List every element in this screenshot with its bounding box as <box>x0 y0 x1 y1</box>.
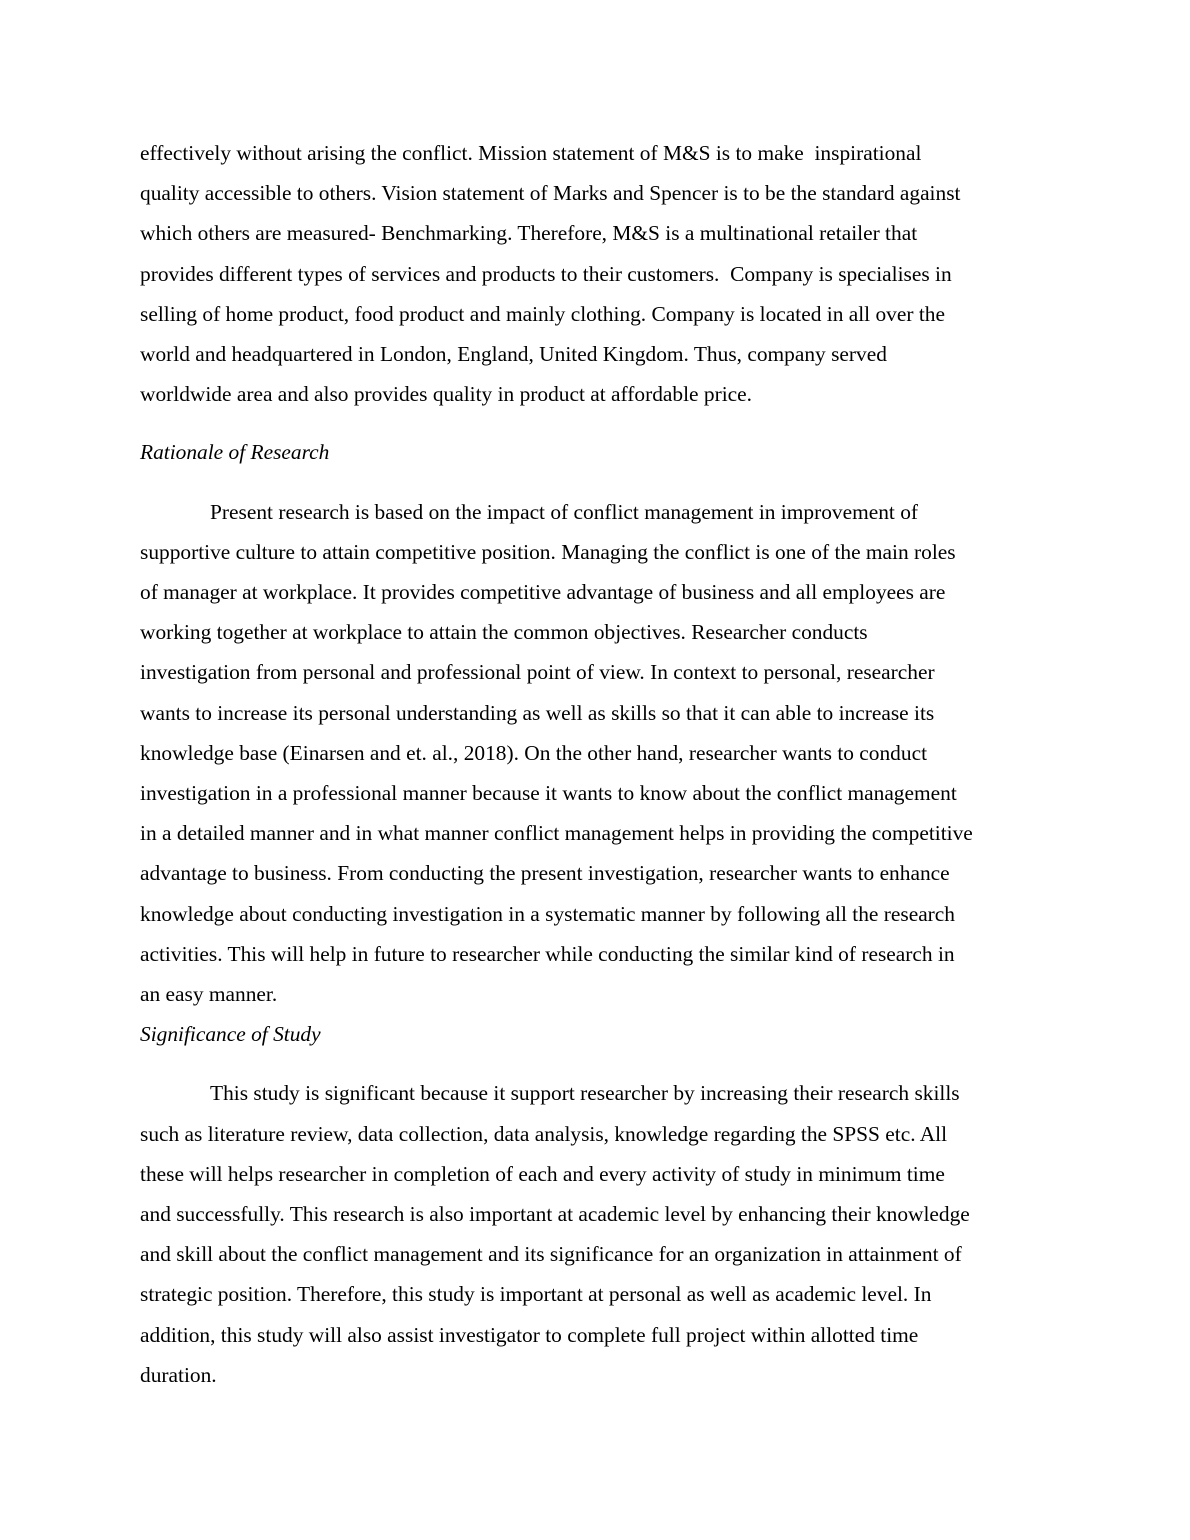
text-line: addition, this study will also assist investigator to complete full project within allotted time <box>140 1322 919 1347</box>
text-line: selling of home product, food product and mainly clothing. Company is located in all over the <box>140 301 945 326</box>
text-line: quality accessible to others. Vision statement of Marks and Spencer is to be the standard against <box>140 181 961 206</box>
significance-paragraph <box>140 1073 1050 1395</box>
significance-heading: Significance of Study <box>140 1022 321 1047</box>
text-line: in a detailed manner and in what manner conflict management helps in providing the competitive <box>140 821 973 846</box>
rationale-paragraph <box>140 492 1050 1015</box>
text-line: Present research is based on the impact of conflict management in improvement of <box>210 499 919 524</box>
text-line: an easy manner. <box>140 982 278 1007</box>
text-line: wants to increase its personal understanding as well as skills so that it can able to increase its <box>140 700 935 725</box>
text-line: working together at workplace to attain the common objectives. Researcher conducts <box>140 620 868 645</box>
text-line: supportive culture to attain competitive position. Managing the conflict is one of the main roles <box>140 539 956 564</box>
text-line: of manager at workplace. It provides competitive advantage of business and all employees are <box>140 580 946 605</box>
text-line: which others are measured- Benchmarking. Therefore, M&S is a multinational retailer that <box>140 221 918 246</box>
text-line: and skill about the conflict management and its significance for an organization in attainment of <box>140 1242 962 1267</box>
text-line: world and headquartered in London, England, United Kingdom. Thus, company served <box>140 342 887 367</box>
text-line: investigation in a professional manner because it wants to know about the conflict management <box>140 781 957 806</box>
document-body <box>140 133 1050 1395</box>
text-line: knowledge about conducting investigation in a systematic manner by following all the research <box>140 901 955 926</box>
text-line: strategic position. Therefore, this study is important at personal as well as academic level. In <box>140 1282 932 1307</box>
text-line: worldwide area and also provides quality in product at affordable price. <box>140 382 752 407</box>
text-line: activities. This will help in future to researcher while conducting the similar kind of research in <box>140 941 955 966</box>
text-line: such as literature review, data collection, data analysis, knowledge regarding the SPSS etc. All <box>140 1121 948 1146</box>
text-line: these will helps researcher in completion of each and every activity of study in minimum time <box>140 1161 945 1186</box>
text-line: provides different types of services and products to their customers. Company is specialises in <box>140 261 952 286</box>
text-line: and successfully. This research is also important at academic level by enhancing their knowledge <box>140 1202 970 1227</box>
text-line: advantage to business. From conducting the present investigation, researcher wants to enhance <box>140 861 950 886</box>
rationale-heading: Rationale of Research <box>140 440 330 465</box>
text-line: duration. <box>140 1362 217 1387</box>
text-line: knowledge base (Einarsen and et. al., 2018). On the other hand, researcher wants to conduct <box>140 740 928 765</box>
text-line: investigation from personal and professional point of view. In context to personal, researcher <box>140 660 935 685</box>
text-line: effectively without arising the conflict. Mission statement of M&S is to make inspirational <box>140 141 922 165</box>
text-line: This study is significant because it support researcher by increasing their research skills <box>210 1081 960 1106</box>
intro-paragraph <box>140 133 1050 414</box>
